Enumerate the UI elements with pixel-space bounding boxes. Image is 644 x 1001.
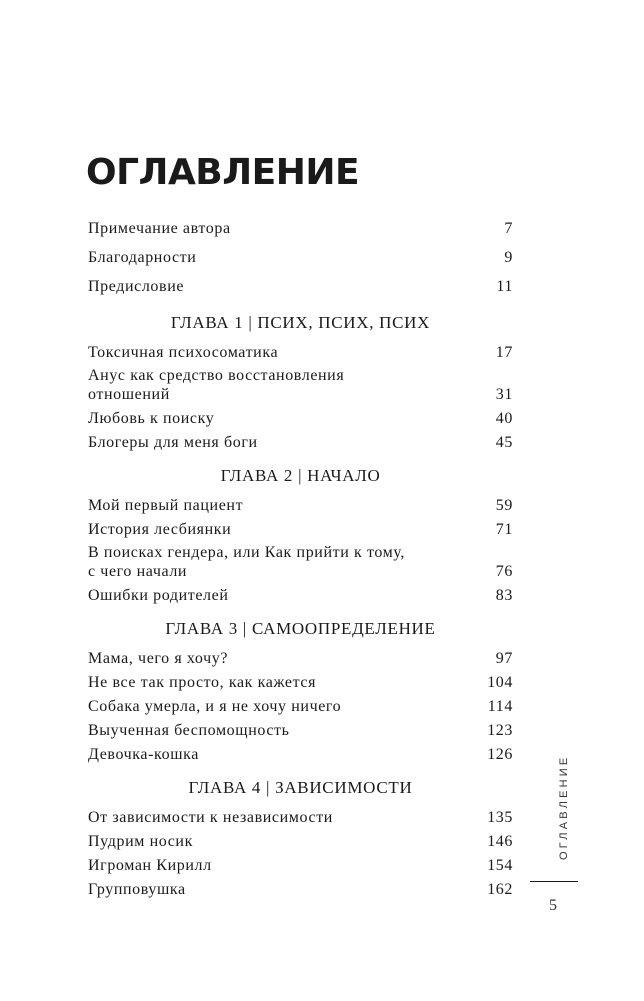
toc-entry-title: Выученная беспомощность bbox=[88, 722, 290, 739]
toc-entry-page: 97 bbox=[495, 650, 513, 667]
toc-entry-title: От зависимости к независимости bbox=[88, 809, 333, 826]
page-title: ОГЛАВЛЕНИЕ bbox=[86, 152, 360, 193]
toc-entry bbox=[88, 409, 513, 428]
chapter-heading: ГЛАВА 4 | ЗАВИСИМОСТИ bbox=[188, 778, 413, 797]
toc-entry-page: 135 bbox=[487, 809, 513, 826]
toc-entry-title: Собака умерла, и я не хочу ничего bbox=[88, 698, 342, 715]
toc-entry bbox=[88, 832, 513, 851]
toc-entry-page: 59 bbox=[495, 497, 513, 514]
toc-entry-page: 146 bbox=[487, 833, 513, 850]
toc-entry-page: 154 bbox=[487, 857, 513, 874]
toc-entry-title: В поисках гендера, или Как прийти к тому, с чего начали bbox=[88, 544, 405, 580]
toc-entry bbox=[88, 520, 513, 539]
toc-entry-title: Токсичная психосоматика bbox=[88, 344, 279, 361]
toc-entry-page: 40 bbox=[495, 410, 513, 427]
toc-entry-title: Предисловие bbox=[88, 278, 185, 295]
toc-entry-page: 45 bbox=[495, 434, 513, 451]
toc-entry-title: Игроман Кирилл bbox=[88, 857, 212, 874]
footer-rule bbox=[530, 881, 578, 882]
running-header-vertical: ОГЛАВЛЕНИЕ bbox=[558, 754, 570, 860]
toc-entry-page: 76 bbox=[495, 563, 513, 580]
toc-entry bbox=[88, 856, 513, 875]
toc-entry bbox=[88, 745, 513, 764]
toc-entry bbox=[88, 586, 513, 605]
toc-entry-page: 104 bbox=[487, 674, 513, 691]
toc-entry bbox=[88, 343, 513, 362]
toc-entry-page: 71 bbox=[495, 521, 513, 538]
toc-entry bbox=[88, 697, 513, 716]
toc-entry-page: 123 bbox=[487, 722, 513, 739]
toc-entry-title: Любовь к поиску bbox=[88, 410, 215, 427]
toc-entry-page: 126 bbox=[487, 746, 513, 763]
toc-entry-title: Не все так просто, как кажется bbox=[88, 674, 317, 691]
page-number: 5 bbox=[549, 897, 557, 914]
toc-entry-page: 31 bbox=[495, 386, 513, 403]
toc-entry bbox=[88, 433, 513, 452]
toc-entry-page: 114 bbox=[487, 698, 513, 715]
toc-entry-title: Ошибки родителей bbox=[88, 587, 229, 604]
toc-entry bbox=[88, 248, 513, 267]
toc-entry bbox=[88, 277, 513, 296]
toc-entry-page: 17 bbox=[495, 344, 513, 361]
toc-entry-title: История лесбиянки bbox=[88, 521, 232, 538]
toc-entry bbox=[88, 880, 513, 899]
chapter-heading: ГЛАВА 3 | САМООПРЕДЕЛЕНИЕ bbox=[165, 619, 436, 638]
toc-entry bbox=[88, 496, 513, 515]
toc-entry-title: Примечание автора bbox=[88, 220, 231, 237]
toc-entry bbox=[88, 219, 513, 238]
toc-entry-title: Мама, чего я хочу? bbox=[88, 650, 229, 667]
toc-entry-page: 7 bbox=[504, 220, 513, 237]
toc-entry-title: Групповушка bbox=[88, 881, 186, 898]
table-of-contents bbox=[88, 215, 513, 899]
toc-entry bbox=[88, 366, 513, 404]
toc-entry-title: Мой первый пациент bbox=[88, 497, 244, 514]
toc-entry bbox=[88, 721, 513, 740]
toc-entry-title: Анус как средство восстановления отношений bbox=[88, 367, 345, 403]
toc-entry bbox=[88, 808, 513, 827]
toc-entry bbox=[88, 649, 513, 668]
toc-entry-page: 11 bbox=[496, 278, 513, 295]
toc-entry-page: 83 bbox=[495, 587, 513, 604]
chapter-heading: ГЛАВА 2 | НАЧАЛО bbox=[220, 466, 381, 485]
toc-entry-title: Блогеры для меня боги bbox=[88, 434, 258, 451]
toc-entry-title: Девочка-кошка bbox=[88, 746, 199, 763]
toc-entry-title: Благодарности bbox=[88, 249, 197, 266]
toc-entry bbox=[88, 673, 513, 692]
toc-entry-page: 162 bbox=[487, 881, 513, 898]
toc-entry bbox=[88, 543, 513, 581]
toc-entry-page: 9 bbox=[504, 249, 513, 266]
toc-entry-title: Пудрим носик bbox=[88, 833, 193, 850]
chapter-heading: ГЛАВА 1 | ПСИХ, ПСИХ, ПСИХ bbox=[170, 313, 431, 332]
